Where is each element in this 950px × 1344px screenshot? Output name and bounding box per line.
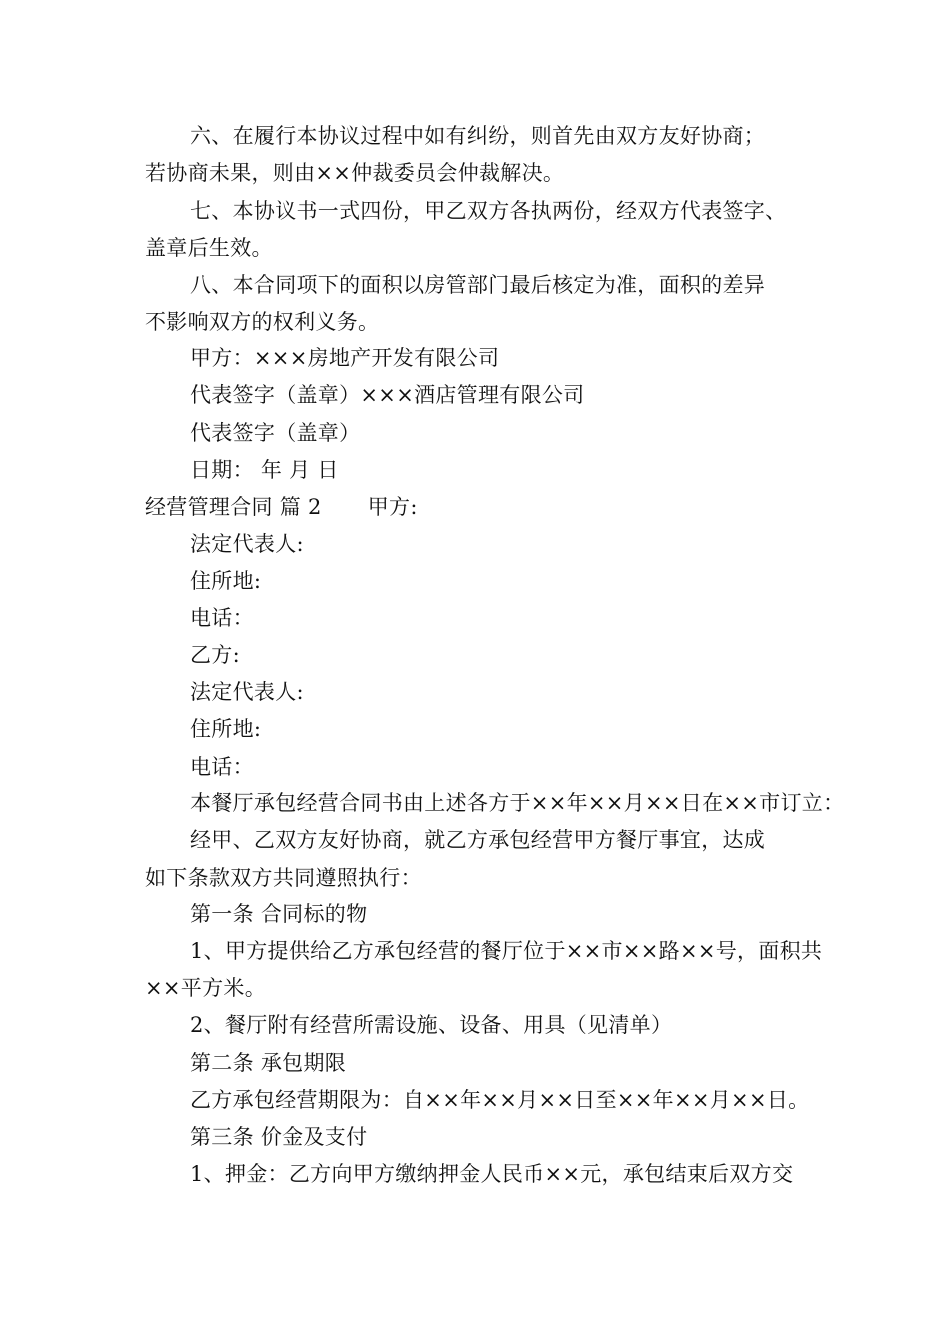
paragraph-line: 如下条款双方共同遵照执行： [145, 866, 422, 890]
contract-title: 经营管理合同 篇 2 [145, 495, 322, 519]
paragraph-line: 本餐厅承包经营合同书由上述各方于××年××月××日在××市订立： [190, 791, 845, 815]
field-line: 乙方: [190, 643, 240, 667]
signature-line: 代表签字（盖章）×××酒店管理有限公司 [190, 383, 585, 407]
field-line: 法定代表人: [190, 532, 304, 556]
field-line: 住所地: [190, 569, 262, 593]
section-heading [145, 489, 825, 525]
paragraph-line: 1、甲方提供给乙方承包经营的餐厅位于××市××路××号，面积共 [190, 939, 823, 963]
paragraph-line: 盖章后生效。 [145, 236, 273, 260]
paragraph-line: 六、在履行本协议过程中如有纠纷，则首先由双方友好协商； [190, 124, 766, 148]
paragraph-line: 1、押金：乙方向甲方缴纳押金人民币××元，承包结束后双方交 [190, 1162, 794, 1186]
article-heading: 第二条 承包期限 [190, 1051, 347, 1075]
paragraph-line: ××平方米。 [145, 976, 266, 1000]
paragraph-line: 若协商未果，则由××仲裁委员会仲裁解决。 [145, 161, 565, 185]
paragraph-line: 不影响双方的权利义务。 [145, 310, 380, 334]
paragraph-line: 乙方承包经营期限为：自××年××月××日至××年××月××日。 [190, 1088, 810, 1112]
field-line: 电话： [190, 755, 254, 779]
party-a-label: 甲方: [367, 495, 418, 519]
field-line: 住所地: [190, 717, 262, 741]
date-line: 日期： 年 月 日 [190, 458, 339, 482]
article-heading: 第三条 价金及支付 [190, 1125, 368, 1149]
field-line: 法定代表人: [190, 680, 304, 704]
paragraph-line: 2、餐厅附有经营所需设施、设备、用具（见清单） [190, 1013, 673, 1037]
article-heading: 第一条 合同标的物 [190, 902, 368, 926]
paragraph-line: 七、本协议书一式四份，甲乙双方各执两份，经双方代表签字、 [190, 199, 787, 223]
paragraph-line: 经甲、乙双方友好协商，就乙方承包经营甲方餐厅事宜，达成 [190, 828, 766, 852]
signature-line: 代表签字（盖章） [190, 421, 361, 445]
paragraph-line: 八、本合同项下的面积以房管部门最后核定为准，面积的差异 [190, 273, 766, 297]
field-line: 电话： [190, 606, 254, 630]
party-a-line: 甲方：×××房地产开发有限公司 [190, 346, 500, 370]
